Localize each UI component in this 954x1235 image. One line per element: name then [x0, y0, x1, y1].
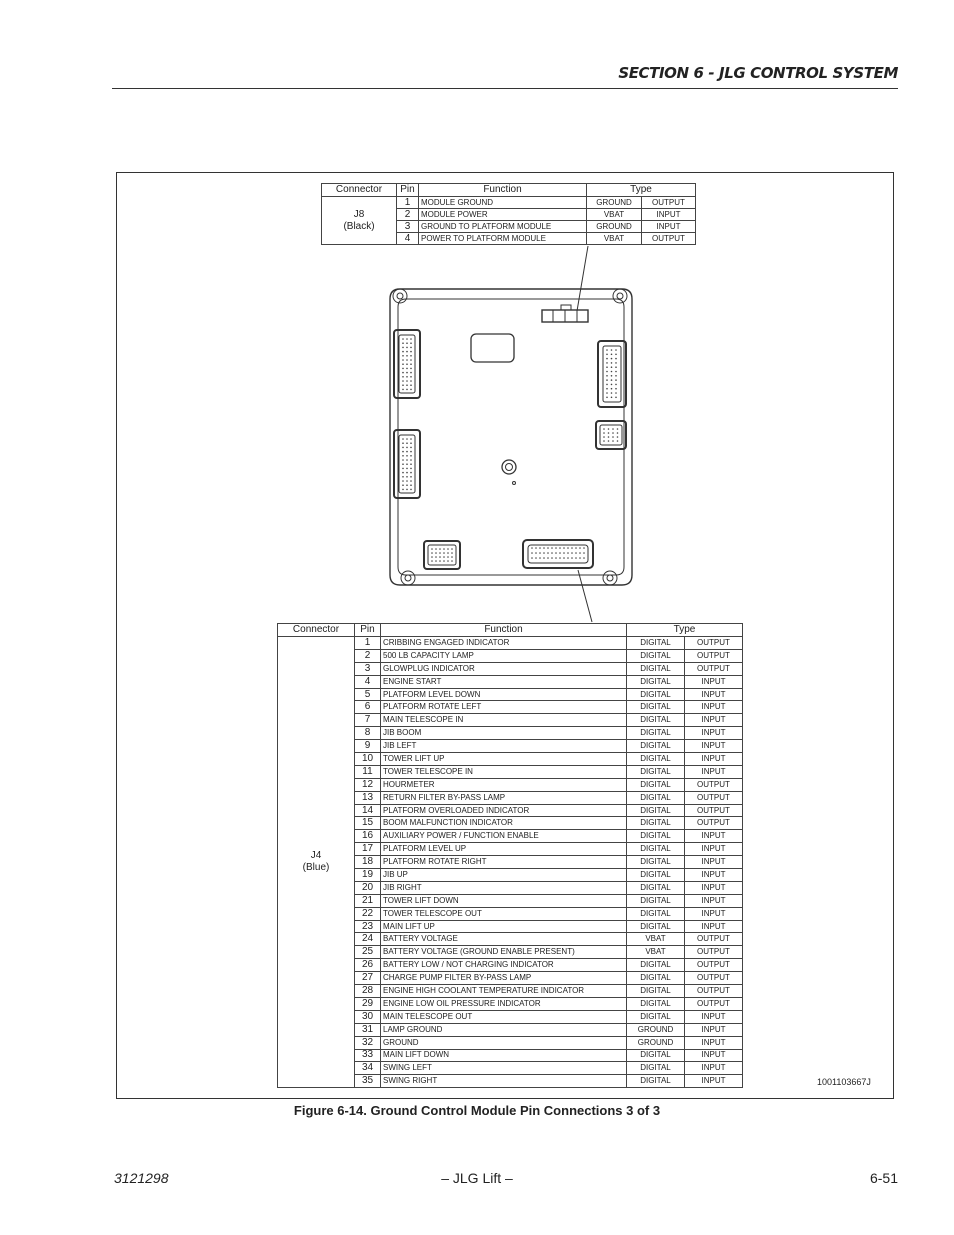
j4-pin-number: 26 [355, 959, 381, 972]
j4-pin-function: TOWER LIFT DOWN [381, 894, 627, 907]
j4-pin-direction: INPUT [685, 881, 743, 894]
j4-pin-direction: INPUT [685, 688, 743, 701]
j4-pin-number: 25 [355, 946, 381, 959]
footer-doc-number: 3121298 [114, 1170, 169, 1186]
j4-pin-function: PLATFORM ROTATE RIGHT [381, 856, 627, 869]
j4-pin-signal-type: DIGITAL [627, 997, 685, 1010]
j4-pin-number: 21 [355, 894, 381, 907]
j4-pin-signal-type: DIGITAL [627, 1049, 685, 1062]
j4-pin-signal-type: DIGITAL [627, 675, 685, 688]
j4-pin-table [277, 623, 743, 1088]
j8-pin-function: POWER TO PLATFORM MODULE [419, 233, 587, 245]
j4-pin-function: LAMP GROUND [381, 1023, 627, 1036]
j4-pin-number: 9 [355, 740, 381, 753]
j4-pin-number: 35 [355, 1075, 381, 1088]
j4-pin-function: TOWER LIFT UP [381, 753, 627, 766]
j4-pin-function: BATTERY VOLTAGE [381, 933, 627, 946]
j4-pin-signal-type: DIGITAL [627, 1075, 685, 1088]
j4-pin-number: 20 [355, 881, 381, 894]
j8-pin-direction: OUTPUT [642, 233, 696, 245]
section-header: SECTION 6 - JLG CONTROL SYSTEM [618, 64, 898, 82]
j4-pin-function: BATTERY LOW / NOT CHARGING INDICATOR [381, 959, 627, 972]
j4-pin-direction: INPUT [685, 920, 743, 933]
j4-pin-function: BATTERY VOLTAGE (GROUND ENABLE PRESENT) [381, 946, 627, 959]
j4-pin-direction: OUTPUT [685, 972, 743, 985]
j8-header-function: Function [419, 184, 587, 197]
j4-pin-direction: OUTPUT [685, 804, 743, 817]
j4-row [278, 637, 743, 650]
j4-pin-signal-type: DIGITAL [627, 688, 685, 701]
j4-pin-direction: OUTPUT [685, 985, 743, 998]
j4-pin-signal-type: DIGITAL [627, 753, 685, 766]
j4-pin-number: 23 [355, 920, 381, 933]
j4-pin-function: SWING LEFT [381, 1062, 627, 1075]
j8-pin-number: 4 [397, 233, 419, 245]
j8-pin-direction: INPUT [642, 209, 696, 221]
j4-connector [523, 540, 593, 568]
j4-pin-direction: INPUT [685, 1010, 743, 1023]
footer-page-number: 6-51 [869, 1170, 898, 1186]
j4-pin-number: 16 [355, 830, 381, 843]
j4-pin-function: JIB RIGHT [381, 881, 627, 894]
j8-pin-direction: INPUT [642, 221, 696, 233]
j8-pin-number: 1 [397, 197, 419, 209]
j4-pin-function: ENGINE START [381, 675, 627, 688]
j4-pin-number: 14 [355, 804, 381, 817]
j4-pin-function: JIB LEFT [381, 740, 627, 753]
j4-pin-number: 12 [355, 778, 381, 791]
j8-connector-cell [322, 197, 397, 245]
j4-pin-function: JIB UP [381, 869, 627, 882]
j4-pin-number: 29 [355, 997, 381, 1010]
j4-pin-signal-type: DIGITAL [627, 765, 685, 778]
j4-pin-signal-type: DIGITAL [627, 714, 685, 727]
j4-pin-function: PLATFORM ROTATE LEFT [381, 701, 627, 714]
j4-pin-rows [278, 637, 743, 1088]
j8-pin-signal-type: VBAT [587, 233, 642, 245]
j8-connector-name: J8 [353, 208, 365, 220]
j4-pin-function: TOWER TELESCOPE IN [381, 765, 627, 778]
j8-header-connector: Connector [322, 184, 397, 197]
j4-pin-signal-type: DIGITAL [627, 791, 685, 804]
j4-pin-signal-type: DIGITAL [627, 727, 685, 740]
j4-pin-number: 6 [355, 701, 381, 714]
j4-pin-signal-type: DIGITAL [627, 701, 685, 714]
j8-pin-function: MODULE GROUND [419, 197, 587, 209]
j4-pin-signal-type: DIGITAL [627, 907, 685, 920]
j8-pin-signal-type: VBAT [587, 209, 642, 221]
j8-header-pin: Pin [397, 184, 419, 197]
j8-header-type: Type [587, 184, 696, 197]
j4-pin-number: 5 [355, 688, 381, 701]
footer-publisher: – JLG Lift – [441, 1170, 513, 1186]
j4-pin-signal-type: DIGITAL [627, 817, 685, 830]
j4-pin-signal-type: GROUND [627, 1023, 685, 1036]
j8-pin-table [321, 183, 696, 245]
j4-pin-function: CRIBBING ENGAGED INDICATOR [381, 637, 627, 650]
center-stud [502, 460, 516, 474]
j4-pin-number: 15 [355, 817, 381, 830]
j4-pin-number: 32 [355, 1036, 381, 1049]
j4-pin-number: 8 [355, 727, 381, 740]
j4-pin-direction: INPUT [685, 753, 743, 766]
j4-pin-function: MAIN LIFT DOWN [381, 1049, 627, 1062]
j4-pin-signal-type: DIGITAL [627, 637, 685, 650]
mount-hole-tr [613, 289, 627, 303]
j4-pin-number: 19 [355, 869, 381, 882]
j4-pin-signal-type: DIGITAL [627, 985, 685, 998]
j4-pin-direction: INPUT [685, 843, 743, 856]
j4-pin-function: JIB BOOM [381, 727, 627, 740]
j4-pin-direction: INPUT [685, 1062, 743, 1075]
j4-pin-direction: INPUT [685, 830, 743, 843]
j4-pin-direction: OUTPUT [685, 959, 743, 972]
j4-pin-function: AUXILIARY POWER / FUNCTION ENABLE [381, 830, 627, 843]
j4-pin-signal-type: DIGITAL [627, 778, 685, 791]
j4-pin-signal-type: DIGITAL [627, 959, 685, 972]
j8-pin-function: MODULE POWER [419, 209, 587, 221]
j4-connector-color: (Blue) [302, 862, 330, 874]
j4-pin-number: 11 [355, 765, 381, 778]
j4-pin-number: 7 [355, 714, 381, 727]
j4-pin-function: HOURMETER [381, 778, 627, 791]
j4-pin-direction: INPUT [685, 869, 743, 882]
j4-pin-function: PLATFORM LEVEL DOWN [381, 688, 627, 701]
j4-pin-function: GROUND [381, 1036, 627, 1049]
j8-row [322, 197, 696, 209]
j4-pin-direction: INPUT [685, 1036, 743, 1049]
j4-pin-direction: INPUT [685, 856, 743, 869]
figure-caption: Figure 6-14. Ground Control Module Pin Connections 3 of 3 [293, 1103, 661, 1118]
j4-pin-function: GLOWPLUG INDICATOR [381, 662, 627, 675]
j4-pin-signal-type: VBAT [627, 933, 685, 946]
j4-pin-number: 3 [355, 662, 381, 675]
j4-pin-direction: INPUT [685, 701, 743, 714]
j4-pin-number: 31 [355, 1023, 381, 1036]
j4-pin-direction: INPUT [685, 894, 743, 907]
j4-header-type: Type [627, 624, 743, 637]
j4-pin-signal-type: DIGITAL [627, 843, 685, 856]
j4-pin-function: RETURN FILTER BY-PASS LAMP [381, 791, 627, 804]
j4-pin-number: 1 [355, 637, 381, 650]
j4-pin-direction: OUTPUT [685, 778, 743, 791]
j8-connector-color: (Black) [343, 220, 375, 232]
j8-pin-number: 3 [397, 221, 419, 233]
j4-pin-direction: INPUT [685, 727, 743, 740]
j4-pin-number: 30 [355, 1010, 381, 1023]
j4-pin-signal-type: DIGITAL [627, 830, 685, 843]
j4-header-pin: Pin [355, 624, 381, 637]
j4-pin-signal-type: DIGITAL [627, 972, 685, 985]
j4-pin-function: BOOM MALFUNCTION INDICATOR [381, 817, 627, 830]
j4-pin-direction: INPUT [685, 1075, 743, 1088]
j4-pin-signal-type: DIGITAL [627, 804, 685, 817]
j4-pin-function: PLATFORM LEVEL UP [381, 843, 627, 856]
j4-pin-signal-type: GROUND [627, 1036, 685, 1049]
j4-pin-function: MAIN TELESCOPE IN [381, 714, 627, 727]
j4-pin-signal-type: DIGITAL [627, 649, 685, 662]
j4-pin-direction: INPUT [685, 1049, 743, 1062]
j4-pin-signal-type: DIGITAL [627, 881, 685, 894]
j4-pin-direction: OUTPUT [685, 997, 743, 1010]
j8-leader-line [577, 246, 588, 311]
j4-pin-direction: INPUT [685, 714, 743, 727]
j4-pin-signal-type: DIGITAL [627, 920, 685, 933]
j4-pin-number: 4 [355, 675, 381, 688]
j4-connector-cell [278, 637, 355, 1088]
j4-leader-line [578, 570, 592, 622]
j4-pin-number: 24 [355, 933, 381, 946]
j4-pin-direction: INPUT [685, 675, 743, 688]
j4-pin-number: 2 [355, 649, 381, 662]
j4-pin-number: 28 [355, 985, 381, 998]
j8-pin-signal-type: GROUND [587, 197, 642, 209]
j4-pin-number: 10 [355, 753, 381, 766]
j4-pin-signal-type: DIGITAL [627, 662, 685, 675]
label-window [471, 334, 514, 362]
j4-pin-direction: OUTPUT [685, 946, 743, 959]
j4-pin-signal-type: DIGITAL [627, 1062, 685, 1075]
j8-pin-function: GROUND TO PLATFORM MODULE [419, 221, 587, 233]
j4-pin-direction: OUTPUT [685, 817, 743, 830]
j4-pin-signal-type: DIGITAL [627, 894, 685, 907]
j4-pin-signal-type: DIGITAL [627, 740, 685, 753]
j4-pin-signal-type: DIGITAL [627, 869, 685, 882]
mount-hole-bl [401, 571, 415, 585]
j4-header-function: Function [381, 624, 627, 637]
j4-pin-direction: OUTPUT [685, 637, 743, 650]
j4-pin-number: 34 [355, 1062, 381, 1075]
module-inner-plate [398, 299, 624, 575]
j4-pin-function: CHARGE PUMP FILTER BY-PASS LAMP [381, 972, 627, 985]
j4-pin-function: ENGINE HIGH COOLANT TEMPERATURE INDICATOR [381, 985, 627, 998]
j4-pin-function: 500 LB CAPACITY LAMP [381, 649, 627, 662]
j4-pin-signal-type: DIGITAL [627, 856, 685, 869]
j8-pin-signal-type: GROUND [587, 221, 642, 233]
j4-pin-direction: OUTPUT [685, 933, 743, 946]
j4-pin-direction: INPUT [685, 907, 743, 920]
j4-pin-function: MAIN TELESCOPE OUT [381, 1010, 627, 1023]
j4-pin-function: TOWER TELESCOPE OUT [381, 907, 627, 920]
j4-pin-function: SWING RIGHT [381, 1075, 627, 1088]
j4-connector-name: J4 [310, 850, 322, 862]
j4-pin-function: PLATFORM OVERLOADED INDICATOR [381, 804, 627, 817]
j4-pin-direction: INPUT [685, 1023, 743, 1036]
j4-pin-signal-type: DIGITAL [627, 1010, 685, 1023]
j4-pin-direction: OUTPUT [685, 649, 743, 662]
j4-pin-function: ENGINE LOW OIL PRESSURE INDICATOR [381, 997, 627, 1010]
j4-pin-direction: INPUT [685, 765, 743, 778]
j4-pin-direction: OUTPUT [685, 662, 743, 675]
j4-header-connector: Connector [278, 624, 355, 637]
j4-pin-number: 22 [355, 907, 381, 920]
j4-pin-number: 27 [355, 972, 381, 985]
j4-pin-direction: OUTPUT [685, 791, 743, 804]
j4-pin-number: 18 [355, 856, 381, 869]
j4-pin-function: MAIN LIFT UP [381, 920, 627, 933]
j4-pin-number: 17 [355, 843, 381, 856]
j4-pin-number: 33 [355, 1049, 381, 1062]
j8-pin-direction: OUTPUT [642, 197, 696, 209]
j8-pin-rows [322, 197, 696, 245]
mount-hole-br [603, 571, 617, 585]
j4-pin-number: 13 [355, 791, 381, 804]
j4-pin-signal-type: VBAT [627, 946, 685, 959]
j4-pin-direction: INPUT [685, 740, 743, 753]
figure-id: 1001103667J [817, 1077, 871, 1087]
j8-pin-number: 2 [397, 209, 419, 221]
